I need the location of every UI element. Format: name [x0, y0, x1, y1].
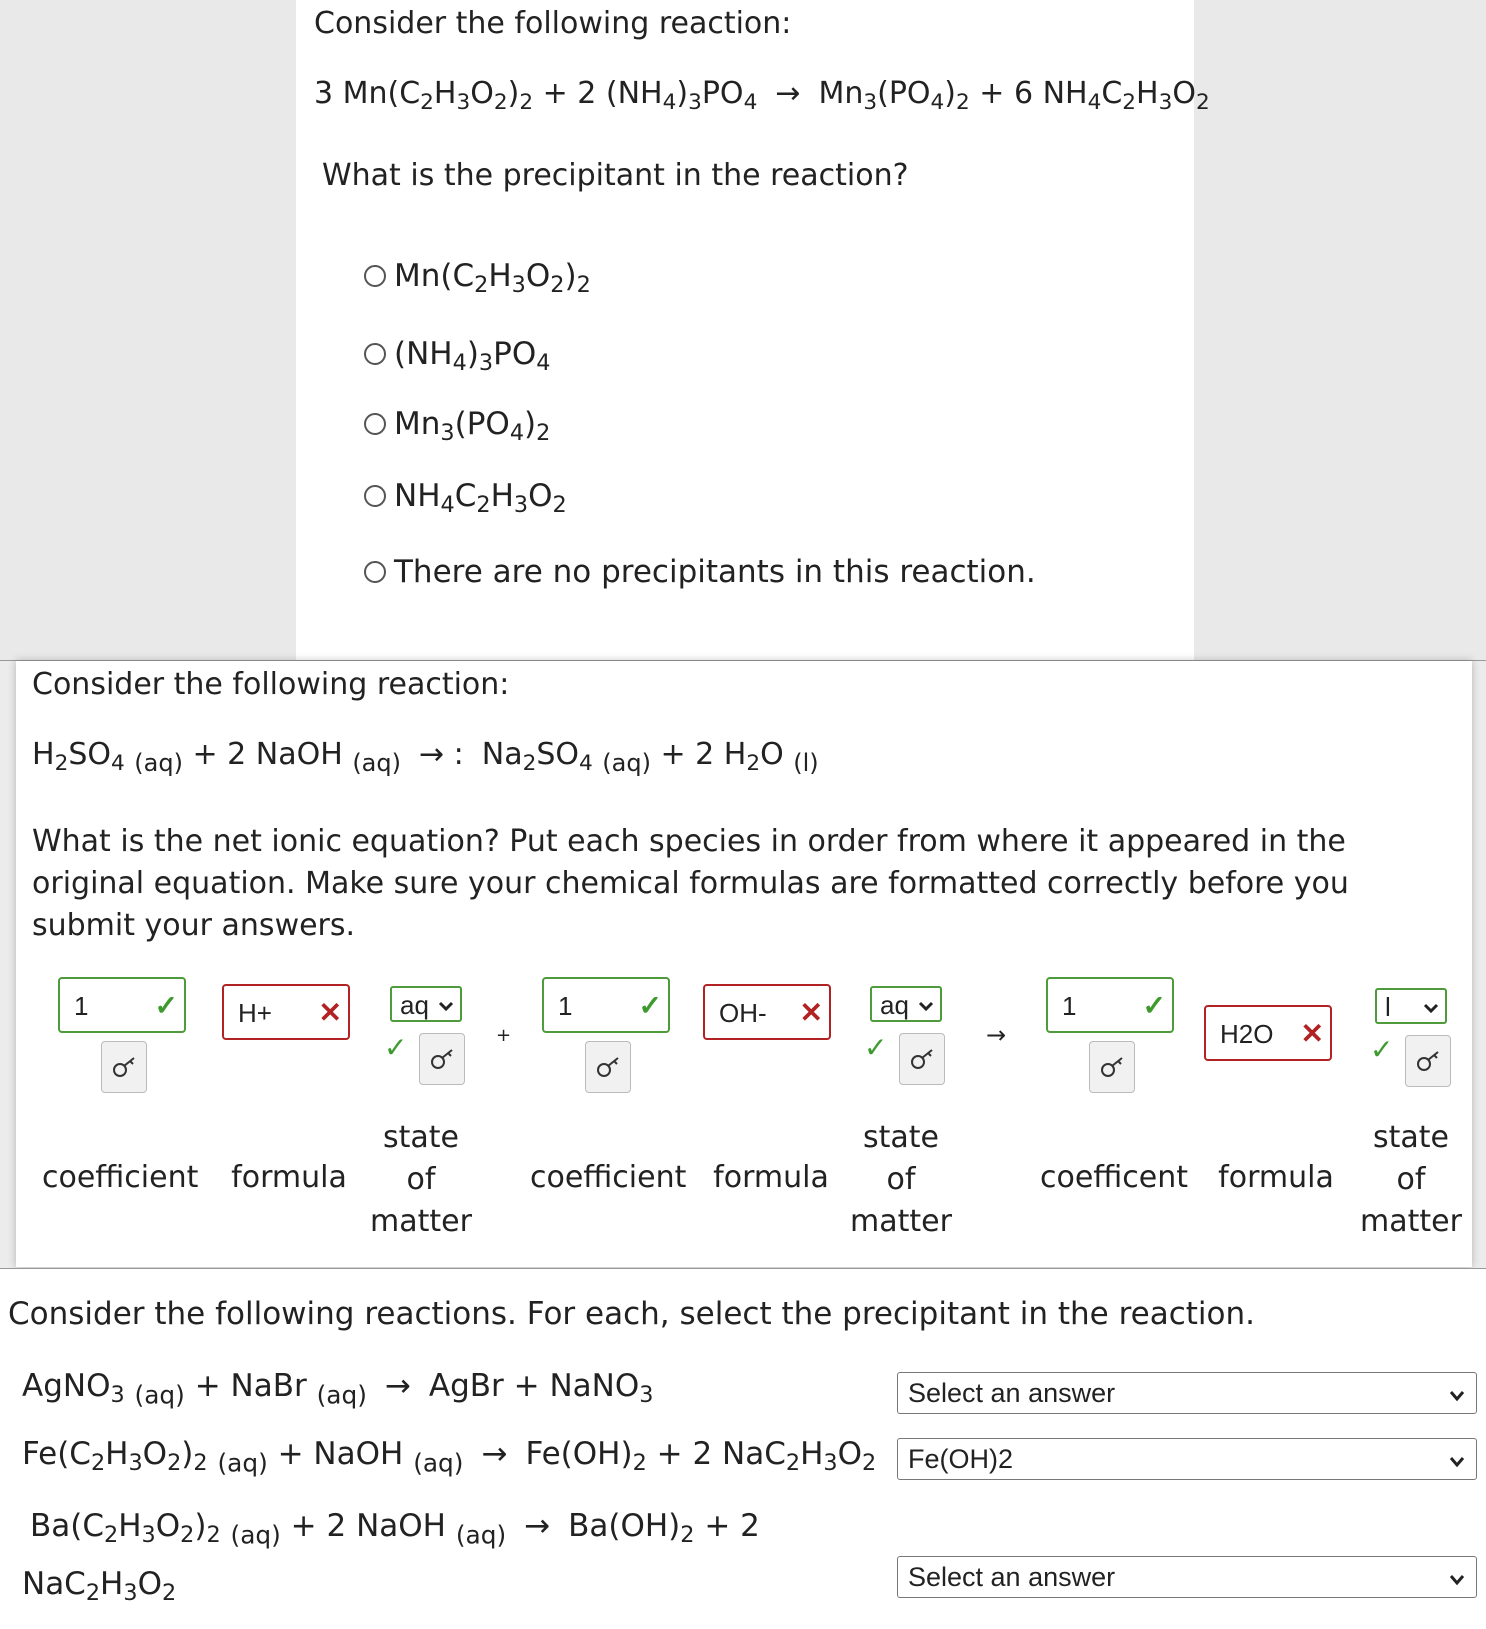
radio-button[interactable]: [364, 485, 386, 507]
q3-equation-1: AgNO$_3$ $_{(aq)}$ + NaBr $_{(aq)}$ → AgBr + NaNO$_3$: [22, 1368, 654, 1410]
coefficient-3-value: 1: [1062, 991, 1077, 1021]
chevron-down-icon: [1446, 1383, 1468, 1414]
x-icon: ✕: [318, 997, 342, 1028]
check-icon: ✓: [638, 990, 662, 1021]
state-2-value: aq: [880, 990, 909, 1020]
formula-2-input[interactable]: [703, 984, 831, 1040]
label-coefficient-1: coefficient: [42, 1160, 199, 1195]
coefficient-2-input[interactable]: [542, 977, 670, 1033]
radio-button[interactable]: [364, 265, 386, 287]
q2-equation: $H_2SO_4$ $_{(aq)}$ + 2 NaOH $_{(aq)}$ → : $Na_2SO_4$ $_{(aq)}$ + 2 $H_2O$ $_{(l)}$: [32, 737, 819, 778]
q3-answer-select-1[interactable]: [897, 1372, 1477, 1414]
check-icon: ✓: [1142, 990, 1166, 1021]
q1-question: What is the precipitant in the reaction?: [322, 158, 909, 193]
option-label: $Mn(C_2H_3O_2)_2$: [394, 258, 591, 299]
radio-button[interactable]: [364, 343, 386, 365]
label-coefficient-2: coefficient: [530, 1160, 687, 1195]
check-icon: ✓: [1370, 1033, 1394, 1066]
state-3-value: l: [1385, 992, 1391, 1022]
select-value: Select an answer: [908, 1562, 1116, 1592]
key-icon: [112, 1054, 138, 1080]
label-formula-2: formula: [713, 1160, 829, 1195]
x-icon: ✕: [1300, 1018, 1324, 1049]
select-value: Select an answer: [908, 1378, 1116, 1408]
key-icon: [1100, 1054, 1126, 1080]
option-label: $Mn_3(PO_4)_2$: [394, 406, 551, 447]
question-2-panel: [16, 661, 1472, 1267]
q3-equation-3-line-1: $Ba(C_2H_3O_2)_2$ $_{(aq)}$ + 2 NaOH $_{(aq)} \to Ba(OH)_2 + 2$: [30, 1508, 760, 1550]
chevron-down-icon: [436, 992, 456, 1023]
chevron-down-icon: [1446, 1449, 1468, 1480]
state-1-value: aq: [400, 990, 429, 1020]
check-icon: ✓: [864, 1031, 888, 1064]
q1-option-4[interactable]: [364, 478, 567, 519]
key-icon: [596, 1054, 622, 1080]
chevron-down-icon: [1421, 994, 1441, 1025]
x-icon: ✕: [799, 997, 823, 1028]
key-icon: [910, 1046, 936, 1072]
q1-option-5[interactable]: [364, 554, 1036, 590]
q1-option-1[interactable]: [364, 258, 591, 299]
coefficient-3-input[interactable]: [1046, 977, 1174, 1033]
q2-title: Consider the following reaction:: [32, 667, 510, 702]
formula-1-value: H+: [238, 998, 272, 1028]
label-state-3: state of matter: [1360, 1120, 1462, 1239]
q3-answer-select-2[interactable]: [897, 1438, 1477, 1480]
radio-button[interactable]: [364, 413, 386, 435]
q1-equation: 3 $Mn(C_2H_3O_2)_2 + 2$ $(NH_4)_3PO_4 \to Mn_3(PO_4)_2 + 6$ $NH_4C_2H_3O_2$: [314, 76, 1210, 116]
option-label: $NH_4C_2H_3O_2$: [394, 478, 567, 519]
q3-answer-select-3[interactable]: [897, 1556, 1477, 1598]
key-button-2[interactable]: [419, 1033, 465, 1085]
coefficient-1-value: 1: [74, 991, 89, 1021]
label-state-2: state of matter: [850, 1120, 952, 1239]
formula-1-input[interactable]: [222, 984, 350, 1040]
key-button-3[interactable]: [585, 1041, 631, 1093]
q2-question: What is the net ionic equation? Put each species in order from where it appeared in the original equation. Make sure your chemical formulas are formatted correctly before you submit your answers.: [32, 824, 1349, 943]
q3-equation-3-line-2: $NaC_2H_3O_2$: [22, 1566, 177, 1607]
label-formula-3: formula: [1218, 1160, 1334, 1195]
coefficient-1-input[interactable]: [58, 977, 186, 1033]
label-state-1: state of matter: [370, 1120, 472, 1239]
state-1-select[interactable]: [390, 986, 462, 1022]
key-icon: [1416, 1048, 1442, 1074]
question-1-panel: [296, 0, 1210, 660]
key-button-5[interactable]: [1089, 1041, 1135, 1093]
key-button-1[interactable]: [101, 1041, 147, 1093]
reaction-arrow: →: [986, 1021, 1007, 1049]
chevron-down-icon: [916, 992, 936, 1023]
check-icon: ✓: [154, 990, 178, 1021]
select-value: Fe(OH)2: [908, 1444, 1014, 1474]
q1-option-2[interactable]: [364, 336, 551, 377]
label-formula-1: formula: [231, 1160, 347, 1195]
plus-sign: +: [496, 1025, 512, 1046]
q1-title: Consider the following reaction:: [314, 6, 792, 41]
key-button-4[interactable]: [899, 1033, 945, 1085]
formula-3-input[interactable]: [1204, 1005, 1332, 1061]
option-label: There are no precipitants in this reaction.: [394, 554, 1036, 590]
chevron-down-icon: [1446, 1567, 1468, 1598]
q3-equation-2: $Fe(C_2H_3O_2)_2$ $_{(aq)}$ + NaOH $_{(aq)} \to Fe(OH)_2 + 2$ $NaC_2H_3O_2$: [22, 1436, 877, 1478]
q3-title: Consider the following reactions. For each, select the precipitant in the reaction.: [8, 1296, 1256, 1332]
coefficient-2-value: 1: [558, 991, 573, 1021]
radio-button[interactable]: [364, 561, 386, 583]
state-3-select[interactable]: [1375, 988, 1447, 1024]
label-coefficient-3: coefficent: [1039, 1160, 1189, 1195]
key-button-6[interactable]: [1405, 1035, 1451, 1087]
formula-2-value: OH-: [719, 998, 767, 1028]
check-icon: ✓: [384, 1031, 408, 1064]
option-label: $(NH_4)_3PO_4$: [394, 336, 551, 377]
q1-option-3[interactable]: [364, 406, 551, 447]
key-icon: [430, 1046, 456, 1072]
state-2-select[interactable]: [870, 986, 942, 1022]
formula-3-value: H2O: [1220, 1019, 1274, 1049]
